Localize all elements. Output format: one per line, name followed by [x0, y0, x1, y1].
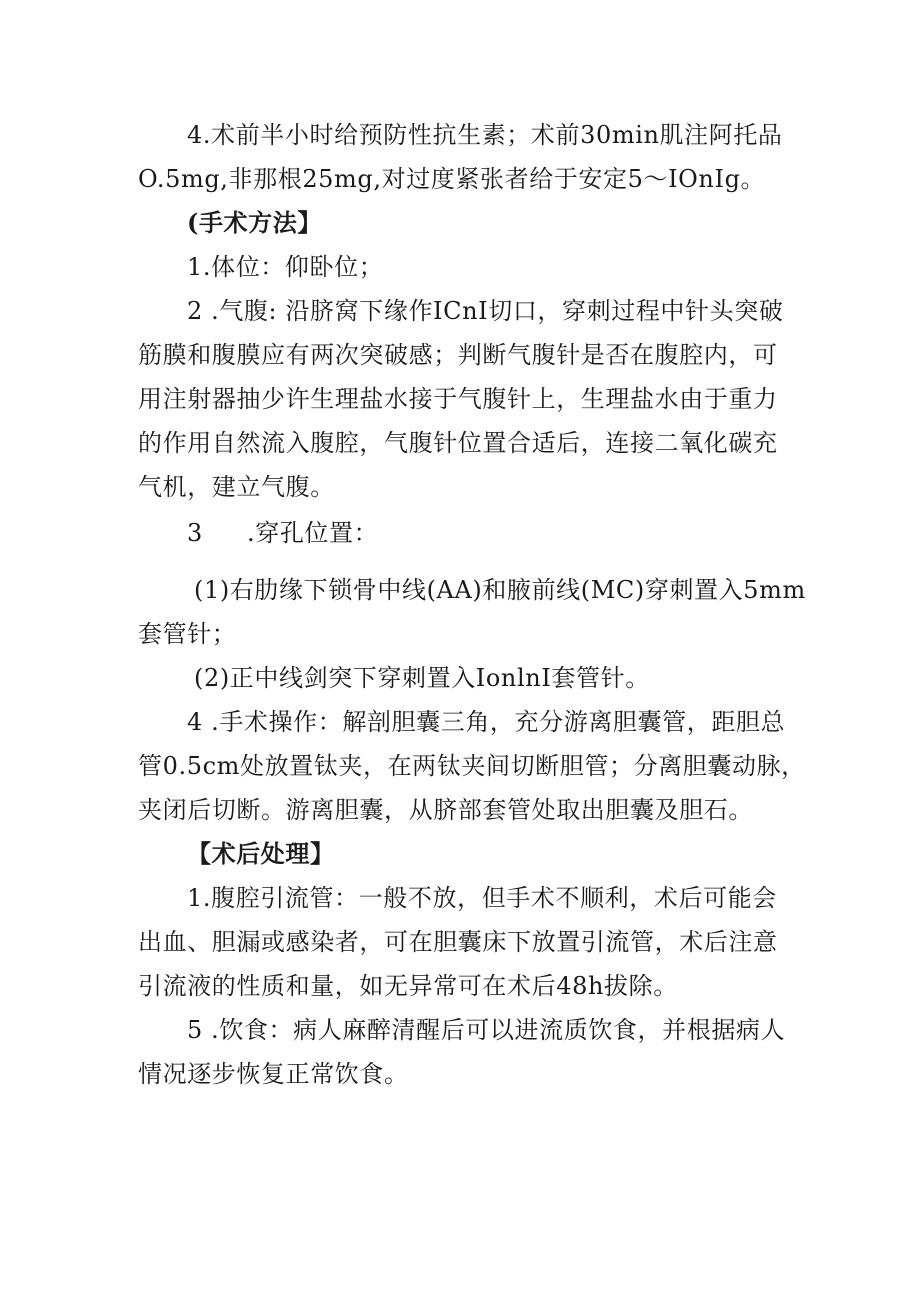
post-item-drainage-line-2: 出血、胆漏或感染者，可在胆囊床下放置引流管，术后注意 [138, 928, 778, 956]
item-pneumoperitoneum-line-1: 2 .气腹: 沿脐窝下缘作ICnI切口，穿刺过程中针头突破 [187, 297, 784, 325]
sub-item-2: (2)正中线剑突下穿刺置入IonlnI套管针。 [194, 664, 650, 692]
item-pneumoperitoneum-line-3: 用注射器抽少许生理盐水接于气腹针上，生理盐水由于重力 [138, 385, 778, 413]
paragraph-preop-line-2: O.5mg,非那根25mg,对过度紧张者给于安定5～IOnIg。 [138, 165, 766, 193]
post-item-diet-line-1: 5 .饮食：病人麻醉清醒后可以进流质饮食，并根据病人 [187, 1016, 786, 1044]
item-pneumoperitoneum-line-4: 的作用自然流入腹腔，气腹针位置合适后，连接二氧化碳充 [138, 429, 778, 457]
item-puncture-position [187, 518, 378, 548]
item-pneumoperitoneum-line-2: 筋膜和腹膜应有两次突破感；判断气腹针是否在腹腔内，可 [138, 341, 778, 369]
item-operation-line-2: 管0.5cm处放置钛夹，在两钛夹间切断胆管；分离胆囊动脉， [138, 752, 806, 780]
item-position: 1.体位：仰卧位； [187, 253, 384, 281]
sub-item-1-line-2: 套管针； [138, 620, 237, 648]
post-item-diet-line-2: 情况逐步恢复正常饮食。 [138, 1060, 409, 1088]
item-puncture-number: 3 [187, 519, 203, 547]
item-pneumoperitoneum-line-5: 气机，建立气腹。 [138, 473, 335, 501]
item-operation-line-1: 4 .手术操作：解剖胆囊三角，充分游离胆囊管，距胆总 [187, 708, 786, 736]
sub-item-1-line-1: (1)右肋缘下锁骨中线(AA)和腋前线(MC)穿刺置入5mm [194, 576, 806, 604]
post-item-drainage-line-1: 1.腹腔引流管：一般不放，但手术不顺利，术后可能会 [187, 884, 777, 912]
heading-surgical-method: (手术方法】 [187, 208, 322, 237]
heading-postop-management: 【术后处理】 [187, 839, 335, 868]
post-item-drainage-line-3: 引流液的性质和量，如无异常可在术后48h拔除。 [138, 972, 678, 1000]
item-puncture-text: .穿孔位置： [247, 519, 379, 547]
paragraph-preop-line-1: 4.术前半小时给预防性抗生素；术前30min肌注阿托品 [187, 121, 783, 149]
item-operation-line-3: 夹闭后切断。游离胆囊，从脐部套管处取出胆囊及胆石。 [138, 796, 753, 824]
